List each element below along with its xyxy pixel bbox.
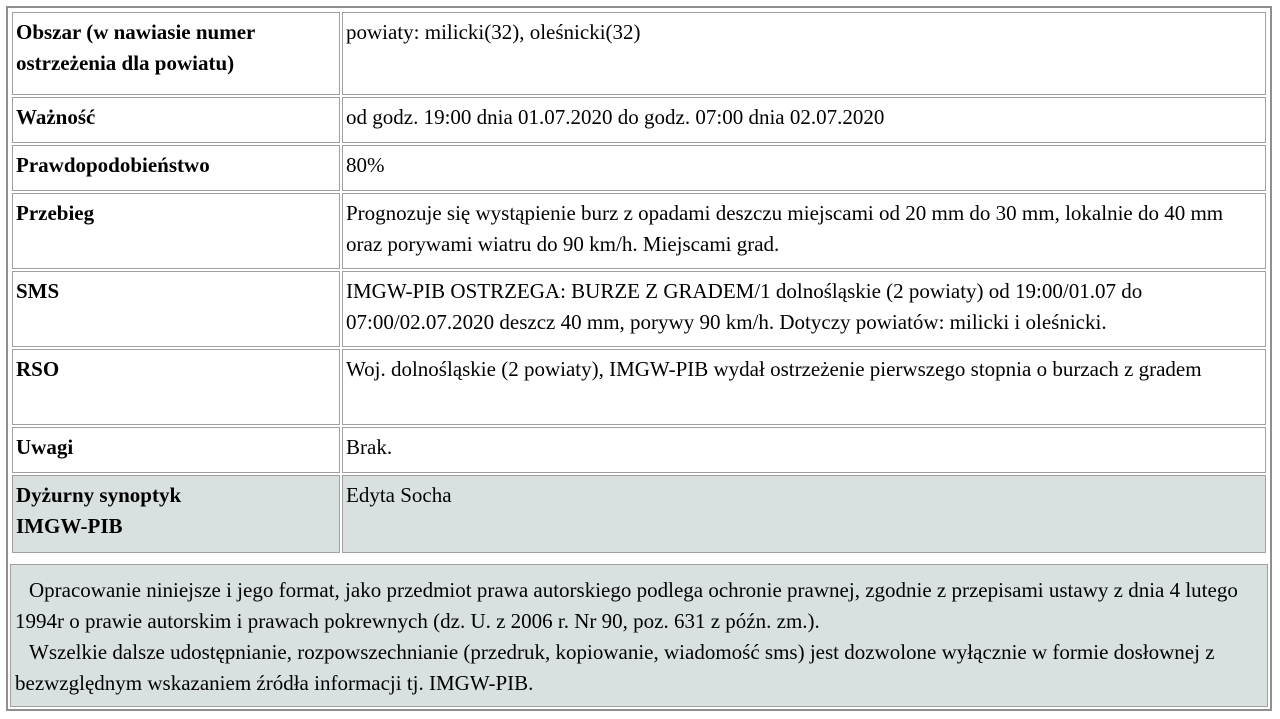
row-label-remarks: Uwagi (12, 427, 340, 473)
row-label-area: Obszar (w nawiasie numer ostrzeżenia dla powiatu) (12, 12, 340, 95)
copyright-paragraph (15, 575, 1265, 637)
row-label-rso: RSO (12, 349, 340, 425)
row-label-forecaster: Dyżurny synoptyk IMGW-PIB (12, 475, 340, 553)
row-value-validity: od godz. 19:00 dnia 01.07.2020 do godz. 07:00 dnia 02.07.2020 (342, 97, 1266, 143)
row-value-remarks: Brak. (342, 427, 1266, 473)
table-row (12, 349, 1266, 425)
row-value-sms: IMGW-PIB OSTRZEGA: BURZE Z GRADEM/1 dolnośląskie (2 powiaty) od 19:00/01.07 do 07:00/02.07.2020 deszcz 40 mm, porywy 90 km/h. Dotyczy powiatów: milicki i oleśnicki. (342, 271, 1266, 347)
copyright-footer (10, 564, 1268, 707)
warning-document (6, 6, 1272, 711)
row-value-course: Prognozuje się wystąpienie burz z opadami deszczu miejscami od 20 mm do 30 mm, lokalnie do 40 mm oraz porywami wiatru do 90 km/h. Miejscami grad. (342, 193, 1266, 269)
row-label-validity: Ważność (12, 97, 340, 143)
table-row (12, 145, 1266, 191)
table-row (12, 193, 1266, 269)
table-row (12, 271, 1266, 347)
row-value-probability: 80% (342, 145, 1266, 191)
copyright-text: Opracowanie niniejsze i jego format, jako przedmiot prawa autorskiego podlega ochronie prawnej, zgodnie z przepisami ustawy z dnia 4 lutego 1994r o prawie autorskim i prawach pokrewnych (dz. U. z 2006 r. Nr 90, poz. 631 z późn. zm.). (15, 578, 1238, 633)
row-value-rso: Woj. dolnośląskie (2 powiaty), IMGW-PIB wydał ostrzeżenie pierwszego stopnia o burzach z gradem (342, 349, 1266, 425)
table-row (12, 427, 1266, 473)
row-label-course: Przebieg (12, 193, 340, 269)
row-label-probability: Prawdopodobieństwo (12, 145, 340, 191)
table-row (12, 12, 1266, 95)
distribution-paragraph (15, 637, 1265, 699)
row-label-sms: SMS (12, 271, 340, 347)
row-value-area: powiaty: milicki(32), oleśnicki(32) (342, 12, 1266, 95)
row-value-forecaster: Edyta Socha (342, 475, 1266, 553)
warning-table (10, 10, 1268, 555)
table-row (12, 97, 1266, 143)
distribution-text: Wszelkie dalsze udostępnianie, rozpowszechnianie (przedruk, kopiowanie, wiadomość sms) jest dozwolone wyłącznie w formie dosłownej z bezwzględnym wskazaniem źródła informacji tj. IMGW-PIB. (15, 640, 1215, 695)
table-row (12, 475, 1266, 553)
